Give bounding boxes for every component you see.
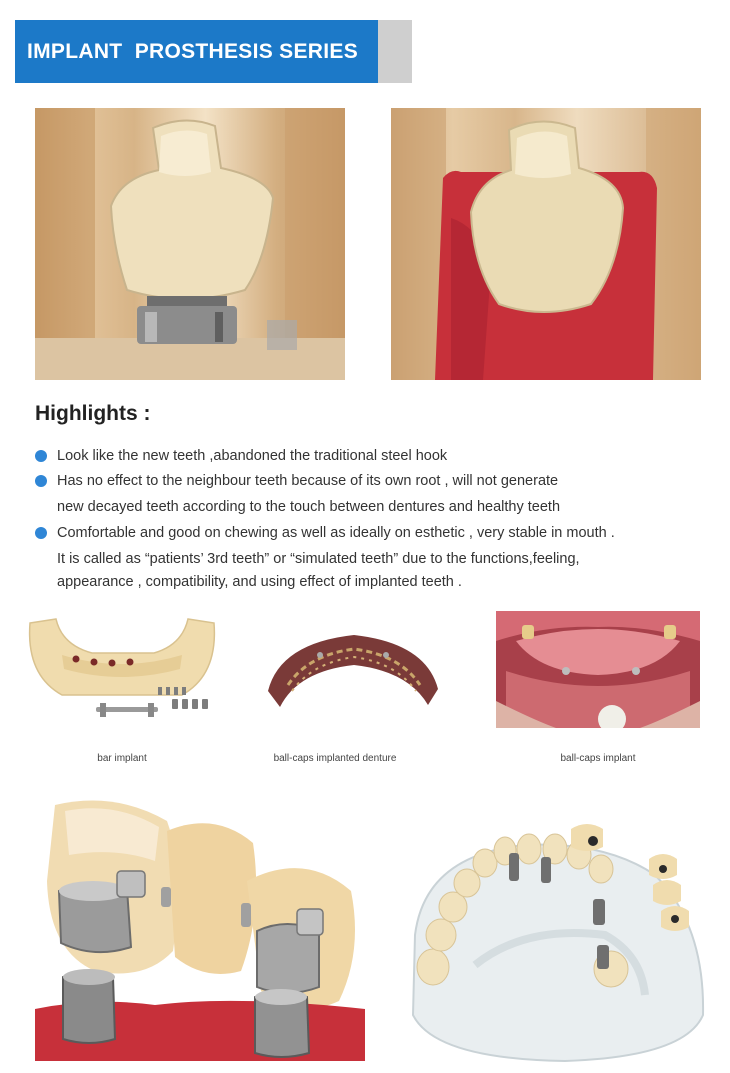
highlight-text: Look like the new teeth ,abandoned the traditional steel hook <box>57 448 448 464</box>
gallery-caption: ball-caps implant <box>560 753 636 764</box>
highlight-text: It is called as “patients’ 3rd teeth” or “simulated teeth” due to the functions,feeling, <box>57 551 580 567</box>
page-title: IMPLANT PROSTHESIS SERIES <box>27 39 359 63</box>
highlight-text: Comfortable and good on chewing as well as ideally on esthetic , very stable in mouth . <box>57 525 615 541</box>
bullet-icon <box>35 450 47 462</box>
highlights-heading: Highlights : <box>35 402 151 425</box>
crown-in-gum-photo <box>391 108 701 380</box>
header-banner <box>15 20 378 83</box>
highlight-text: appearance , compatibility, and using effect of implanted teeth . <box>57 574 462 590</box>
gallery-caption: bar implant <box>97 753 147 764</box>
bullet-icon <box>35 527 47 539</box>
highlight-text: Has no effect to the neighbour teeth because of its own root , will not generate <box>57 473 559 489</box>
ball-caps-denture-photo <box>258 625 448 715</box>
ball-caps-implant-photo <box>496 611 700 728</box>
bar-implant-photo <box>22 615 222 720</box>
header-banner-accent <box>378 20 412 83</box>
gallery-caption: ball-caps implanted denture <box>273 753 397 764</box>
clear-jaw-model-photo <box>405 815 715 1065</box>
crown-on-abutment-photo <box>35 108 345 380</box>
bullet-icon <box>35 475 47 487</box>
crowns-abutments-photo <box>35 791 365 1061</box>
highlight-text: new decayed teeth according to the touch between dentures and healthy teeth <box>57 499 561 515</box>
